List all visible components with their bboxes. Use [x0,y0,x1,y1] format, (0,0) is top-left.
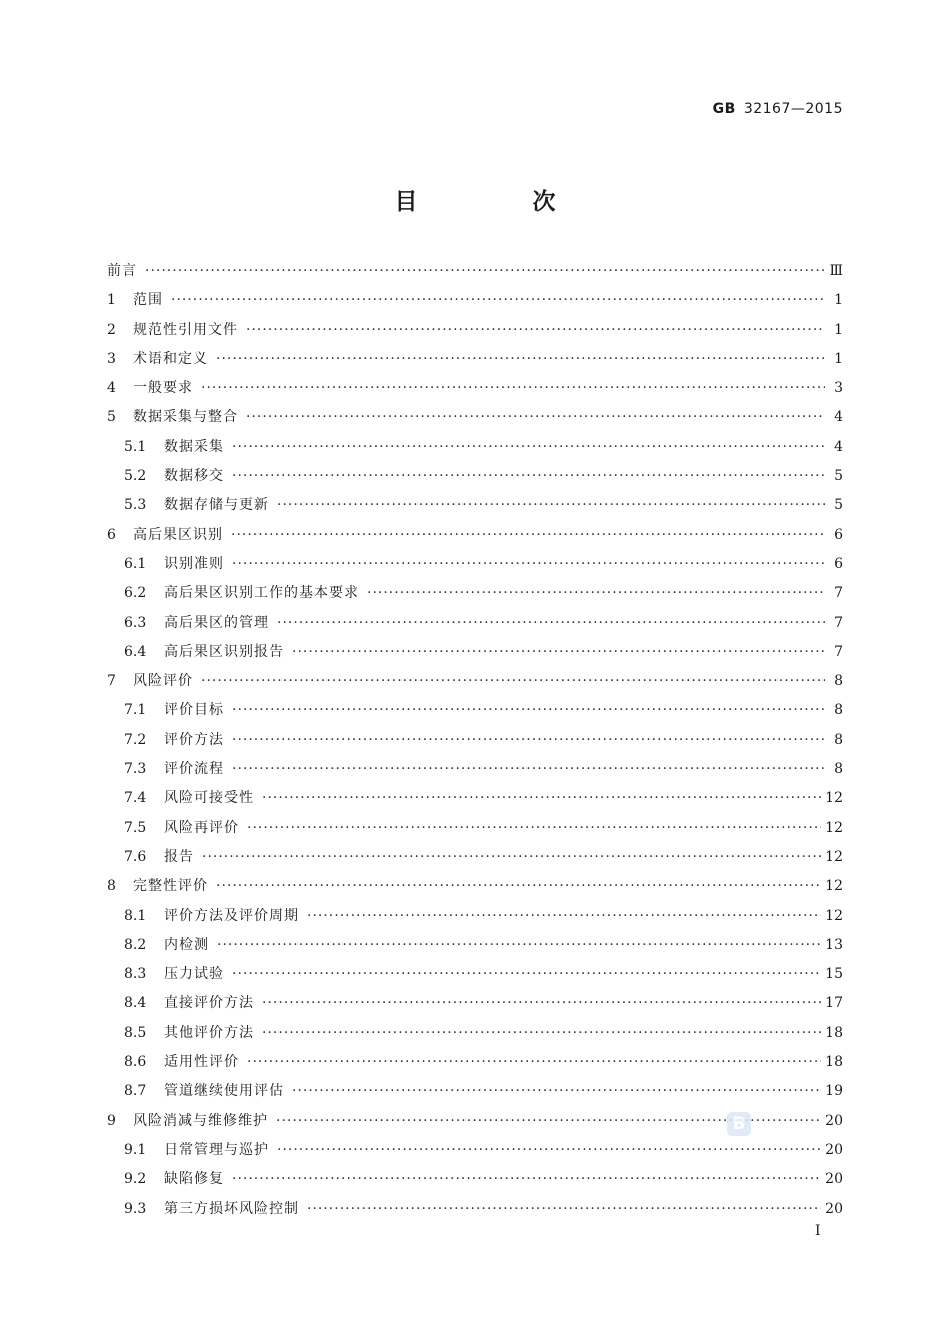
toc-entry[interactable] [107,286,843,315]
toc-entry-number: 7.4 [124,790,147,807]
toc-entry-page: 1 [834,292,843,309]
table-of-contents [107,257,843,1224]
toc-entry-page: 5 [834,497,843,514]
toc-entry-page: 18 [825,1054,843,1071]
toc-entry-number: 9.3 [124,1200,147,1217]
toc-entry-number: 8.7 [124,1083,147,1100]
toc-entry-label: 风险再评价 [164,819,239,836]
toc-entry-page: 18 [825,1024,843,1041]
toc-entry[interactable] [107,726,843,755]
dot-leader [246,316,825,345]
toc-entry[interactable] [107,521,843,550]
toc-entry-number: 6.3 [124,614,147,631]
toc-entry[interactable] [107,638,843,667]
toc-entry[interactable] [107,316,843,345]
toc-entry-label: 风险可接受性 [164,790,254,807]
dot-leader [292,1077,821,1106]
dot-leader [171,286,825,315]
dot-leader [232,550,825,579]
toc-entry-page: 5 [834,468,843,485]
toc-entry-number: 5 [107,409,116,426]
toc-entry-page: 20 [825,1112,843,1129]
toc-entry-label: 报告 [164,848,194,865]
toc-entry-label: 日常管理与巡护 [164,1141,269,1158]
toc-entry[interactable] [107,550,843,579]
toc-entry-number: 6.2 [124,585,147,602]
toc-entry[interactable] [107,696,843,725]
toc-entry-number: 8 [107,878,116,895]
toc-entry-number: 8.6 [124,1054,147,1071]
toc-entry-label: 适用性评价 [164,1054,239,1071]
dot-leader [277,491,825,520]
toc-entry-label: 第三方损坏风险控制 [164,1200,299,1217]
toc-entry-label: 规范性引用文件 [133,321,238,338]
toc-entry-label: 数据移交 [164,468,224,485]
toc-entry-page: 12 [825,790,843,807]
toc-entry-number: 7.5 [124,819,147,836]
toc-entry-page: 20 [825,1141,843,1158]
toc-entry-number: 7.1 [124,702,147,719]
toc-entry-label: 高后果区识别 [133,526,223,543]
toc-entry-page: 6 [834,526,843,543]
toc-entry-page: Ⅲ [829,263,843,279]
toc-entry-page: 12 [825,907,843,924]
toc-entry-label: 范围 [133,292,163,309]
toc-entry-label: 压力试验 [164,966,224,983]
toc-entry-number: 8.5 [124,1024,147,1041]
dot-leader [201,374,825,403]
toc-entry-page: 13 [825,936,843,953]
toc-entry-page: 7 [834,643,843,660]
toc-entry[interactable] [107,403,843,432]
dot-leader [262,784,821,813]
toc-entry-label: 前言 [107,263,137,279]
toc-entry-label: 评价目标 [164,702,224,719]
toc-entry-page: 1 [834,321,843,338]
toc-entry-number: 2 [107,321,116,338]
dot-leader [247,814,821,843]
toc-entry-label: 识别准则 [164,555,224,572]
toc-entry-page: 7 [834,585,843,602]
toc-entry-label: 一般要求 [133,380,193,397]
toc-entry[interactable] [107,345,843,374]
toc-entry-number: 8.1 [124,907,147,924]
dot-leader [247,1048,821,1077]
toc-entry-page: 12 [825,878,843,895]
toc-entry-page: 3 [834,380,843,397]
toc-entry-label: 数据存储与更新 [164,497,269,514]
toc-entry-page: 19 [825,1083,843,1100]
dot-leader [145,257,825,286]
toc-entry-page: 4 [834,438,843,455]
dot-leader [232,696,825,725]
toc-entry-number: 6.1 [124,555,147,572]
dot-leader [201,667,825,696]
toc-entry-label: 风险评价 [133,673,193,690]
toc-entry[interactable] [107,1136,843,1165]
toc-entry-label: 管道继续使用评估 [164,1083,284,1100]
toc-entry[interactable] [107,872,843,901]
toc-entry-label: 风险消减与维修维护 [133,1112,268,1129]
toc-entry-page: 7 [834,614,843,631]
toc-entry-number: 9 [107,1112,116,1129]
toc-entry-page: 8 [834,702,843,719]
toc-entry[interactable] [107,462,843,491]
dot-leader [202,843,821,872]
dot-leader [262,989,821,1018]
toc-entry[interactable] [107,257,843,286]
dot-leader [277,609,825,638]
toc-entry-page: 4 [834,409,843,426]
toc-entry[interactable] [107,374,843,403]
toc-entry[interactable] [107,843,843,872]
toc-entry-label: 数据采集 [164,438,224,455]
dot-leader [277,1136,821,1165]
toc-entry-label: 数据采集与整合 [133,409,238,426]
toc-entry-number: 9.1 [124,1141,147,1158]
toc-entry-label: 术语和定义 [133,350,208,367]
toc-entry[interactable] [107,667,843,696]
toc-entry[interactable] [107,784,843,813]
toc-entry-number: 6 [107,526,116,543]
dot-leader [232,433,825,462]
toc-entry-label: 完整性评价 [133,878,208,895]
toc-entry-number: 1 [107,292,116,309]
dot-leader [216,345,825,374]
toc-entry[interactable] [107,902,843,931]
toc-entry[interactable] [107,814,843,843]
toc-entry-page: 8 [834,731,843,748]
toc-entry[interactable] [107,755,843,784]
toc-entry-number: 9.2 [124,1171,147,1188]
toc-entry[interactable] [107,609,843,638]
toc-entry[interactable] [107,491,843,520]
dot-leader [292,638,825,667]
toc-entry-page: 12 [825,819,843,836]
toc-entry[interactable] [107,931,843,960]
toc-entry-label: 评价流程 [164,761,224,778]
toc-entry-page: 8 [834,673,843,690]
toc-entry-page: 17 [825,995,843,1012]
dot-leader [217,931,821,960]
toc-entry-label: 评价方法及评价周期 [164,907,299,924]
toc-entry-label: 其他评价方法 [164,1024,254,1041]
toc-entry-page: 8 [834,761,843,778]
dot-leader [232,960,821,989]
toc-entry[interactable] [107,1019,843,1048]
toc-entry-number: 5.2 [124,468,147,485]
dot-leader [232,726,825,755]
toc-entry[interactable] [107,960,843,989]
toc-entry[interactable] [107,433,843,462]
toc-entry[interactable] [107,1048,843,1077]
toc-entry-number: 3 [107,350,116,367]
dot-leader [262,1019,821,1048]
dot-leader [231,521,825,550]
standard-code: 32167—2015 [743,101,843,117]
watermark-logo: B [727,1112,751,1136]
toc-entry-number: 7.6 [124,848,147,865]
toc-entry-number: 7.2 [124,731,147,748]
toc-entry[interactable] [107,1165,843,1194]
dot-leader [232,1165,821,1194]
toc-entry-number: 8.3 [124,966,147,983]
toc-entry-label: 缺陷修复 [164,1171,224,1188]
dot-leader [232,462,825,491]
dot-leader [367,579,825,608]
toc-entry[interactable] [107,1195,843,1224]
toc-entry-label: 高后果区识别工作的基本要求 [164,585,359,602]
toc-entry-page: 6 [834,555,843,572]
toc-entry-number: 5.1 [124,438,147,455]
toc-entry-number: 7.3 [124,761,147,778]
toc-entry-number: 6.4 [124,643,147,660]
toc-entry-label: 高后果区的管理 [164,614,269,631]
toc-entry-page: 15 [825,966,843,983]
dot-leader [307,1195,821,1224]
dot-leader [216,872,821,901]
toc-entry-label: 高后果区识别报告 [164,643,284,660]
toc-entry-number: 5.3 [124,497,147,514]
toc-entry-label: 直接评价方法 [164,995,254,1012]
toc-entry-page: 12 [825,848,843,865]
toc-entry[interactable] [107,579,843,608]
dot-leader [307,902,821,931]
toc-entry-number: 8.2 [124,936,147,953]
toc-entry-number: 4 [107,380,116,397]
toc-entry-number: 8.4 [124,995,147,1012]
toc-entry-number: 7 [107,673,116,690]
toc-entry[interactable] [107,1077,843,1106]
standard-number [713,101,843,117]
toc-entry-page: 1 [834,350,843,367]
toc-entry-label: 内检测 [164,936,209,953]
toc-entry[interactable] [107,989,843,1018]
page-title: 目 次 [394,189,602,215]
toc-entry-page: 20 [825,1171,843,1188]
toc-entry-page: 20 [825,1200,843,1217]
standard-prefix: GB [712,101,736,117]
page-number: I [815,1223,821,1239]
toc-entry-label: 评价方法 [164,731,224,748]
dot-leader [246,403,825,432]
dot-leader [232,755,825,784]
